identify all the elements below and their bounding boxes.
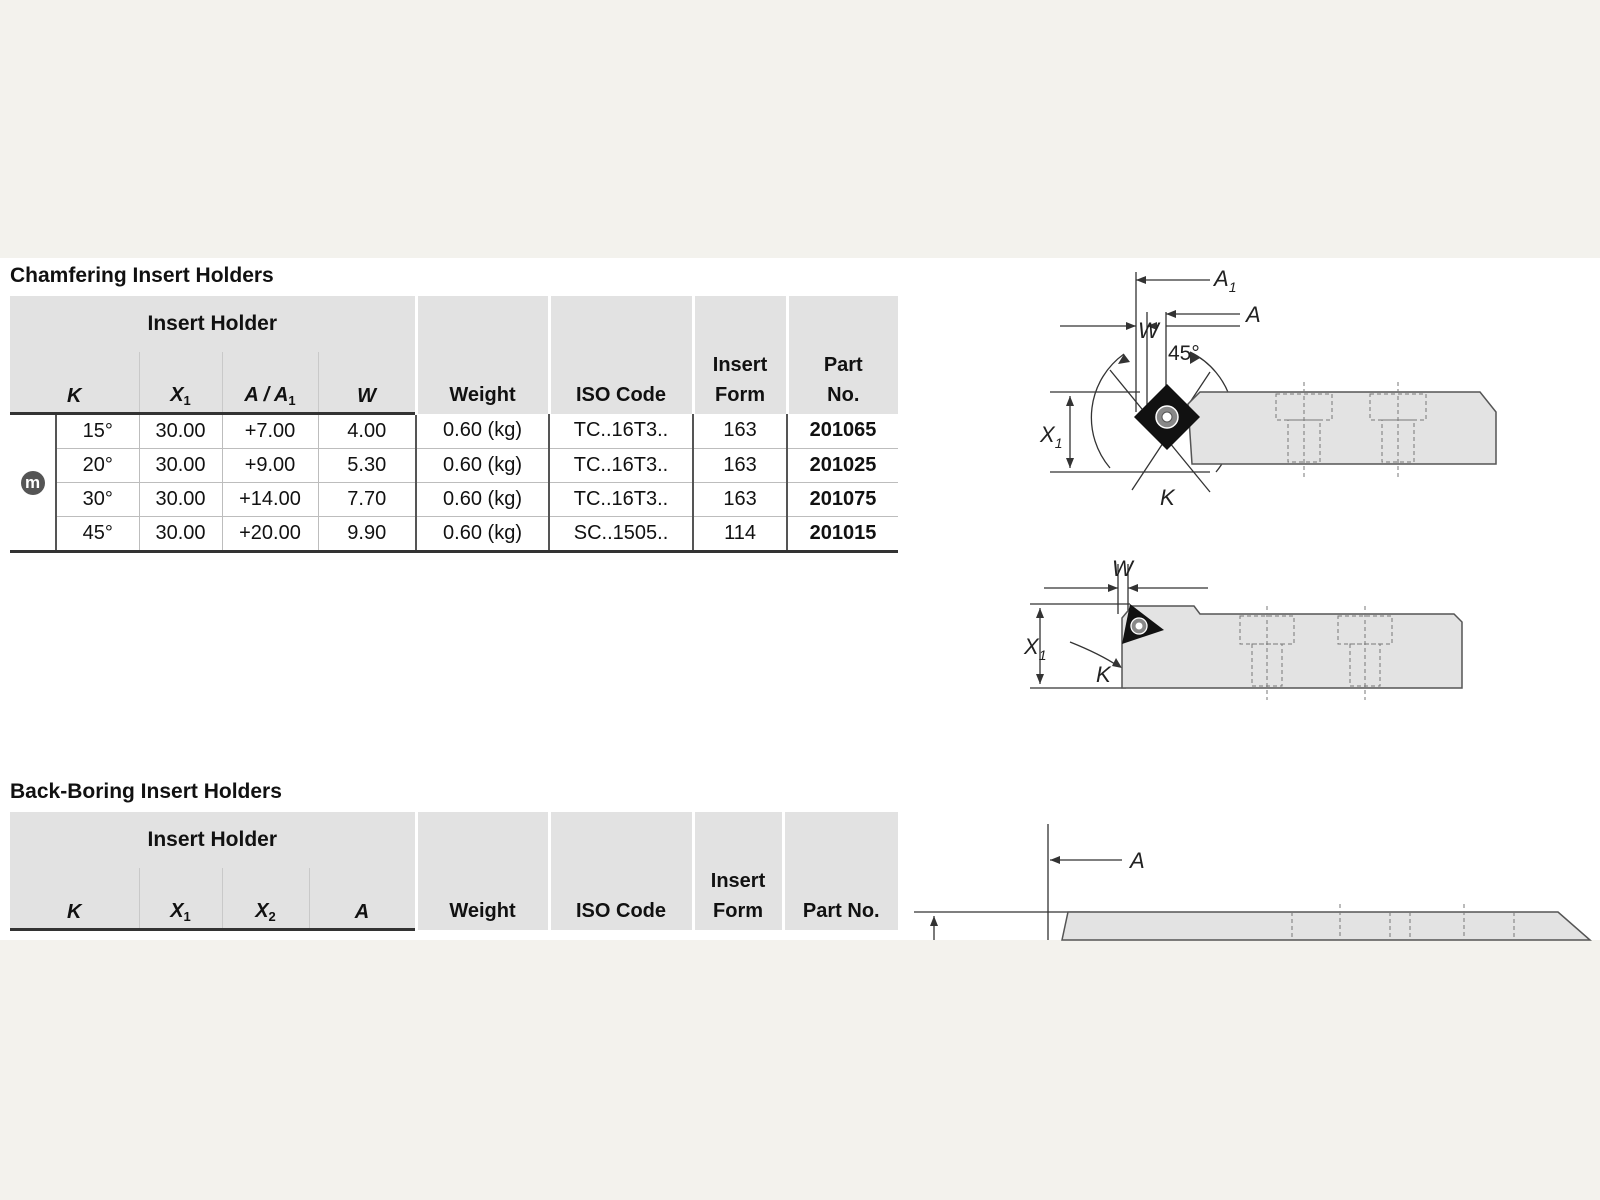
cell-k: 15° xyxy=(56,414,139,449)
cell-k: 30° xyxy=(56,483,139,517)
chamfering-section-title: Chamfering Insert Holders xyxy=(10,264,274,287)
cell-form: 163 xyxy=(693,483,787,517)
cell-weight: 0.60 (kg) xyxy=(416,449,549,483)
table-row xyxy=(10,517,898,552)
backboring-table xyxy=(10,812,898,931)
cell-part: 201015 xyxy=(787,517,898,552)
m-circle-icon: m xyxy=(21,471,45,495)
iso-code-header: ISO Code xyxy=(549,296,693,414)
backboring-holder-drawing xyxy=(910,824,1600,940)
a-header: A xyxy=(309,868,416,930)
cell-a: +9.00 xyxy=(222,449,318,483)
catalog-sheet xyxy=(0,258,1600,940)
cell-part: 201075 xyxy=(787,483,898,517)
cell-form: 163 xyxy=(693,449,787,483)
k-label: K xyxy=(1160,485,1175,510)
cell-iso: TC..16T3.. xyxy=(549,483,693,517)
cell-w: 7.70 xyxy=(318,483,416,517)
insert-holder-group-header: Insert Holder xyxy=(10,812,416,868)
part-no-header: Part No. xyxy=(783,812,898,930)
cell-x1: 30.00 xyxy=(139,449,222,483)
cell-w: 5.30 xyxy=(318,449,416,483)
cell-iso: TC..16T3.. xyxy=(549,414,693,449)
x1-header: $X_1$ xyxy=(139,868,222,930)
k-label: K xyxy=(1096,662,1111,687)
cell-part: 201025 xyxy=(787,449,898,483)
cell-k: 45° xyxy=(56,517,139,552)
backboring-section-title: Back-Boring Insert Holders xyxy=(10,780,282,803)
triangle-insert-holder-drawing xyxy=(1024,554,1510,714)
cell-iso: SC..1505.. xyxy=(549,517,693,552)
table-row xyxy=(10,483,898,517)
insert-form-header: Insert Form xyxy=(693,296,787,414)
cell-form: 163 xyxy=(693,414,787,449)
x2-header: $X_2$ xyxy=(222,868,309,930)
weight-header: Weight xyxy=(416,812,549,930)
cell-iso: TC..16T3.. xyxy=(549,449,693,483)
insert-form-header: Insert Form xyxy=(693,812,783,930)
part-no-header: Part No. xyxy=(787,296,898,414)
x1-header: $X_1$ xyxy=(139,352,222,414)
a-label: A xyxy=(1246,302,1261,327)
cell-x1: 30.00 xyxy=(139,517,222,552)
iso-code-header: ISO Code xyxy=(549,812,693,930)
cell-a: +20.00 xyxy=(222,517,318,552)
square-insert-holder-drawing xyxy=(1040,266,1520,522)
cell-w: 4.00 xyxy=(318,414,416,449)
a-label: A xyxy=(1130,848,1145,873)
a-a1-header: A / $A_1$ xyxy=(222,352,318,414)
chamfering-table xyxy=(10,296,898,553)
a1-label: $A_1$ xyxy=(1214,266,1237,295)
w-label: W xyxy=(1138,318,1159,343)
cell-weight: 0.60 (kg) xyxy=(416,517,549,552)
cell-form: 114 xyxy=(693,517,787,552)
cell-part: 201065 xyxy=(787,414,898,449)
cell-k: 20° xyxy=(56,449,139,483)
k-header: K xyxy=(10,868,139,930)
cell-a: +7.00 xyxy=(222,414,318,449)
table-row xyxy=(10,449,898,483)
cell-w: 9.90 xyxy=(318,517,416,552)
cell-weight: 0.60 (kg) xyxy=(416,414,549,449)
x1-label: $X_1$ xyxy=(1040,422,1063,451)
weight-header: Weight xyxy=(416,296,549,414)
cell-weight: 0.60 (kg) xyxy=(416,483,549,517)
table-row xyxy=(10,414,898,449)
w-label: W xyxy=(1112,556,1133,581)
cell-x1: 30.00 xyxy=(139,483,222,517)
material-marker xyxy=(10,414,56,552)
angle-label: 45° xyxy=(1168,342,1200,365)
cell-x1: 30.00 xyxy=(139,414,222,449)
x1-label: $X_1$ xyxy=(1024,634,1047,663)
cell-a: +14.00 xyxy=(222,483,318,517)
insert-holder-group-header: Insert Holder xyxy=(10,296,416,352)
w-header: W xyxy=(318,352,416,414)
k-header: K xyxy=(10,352,139,414)
